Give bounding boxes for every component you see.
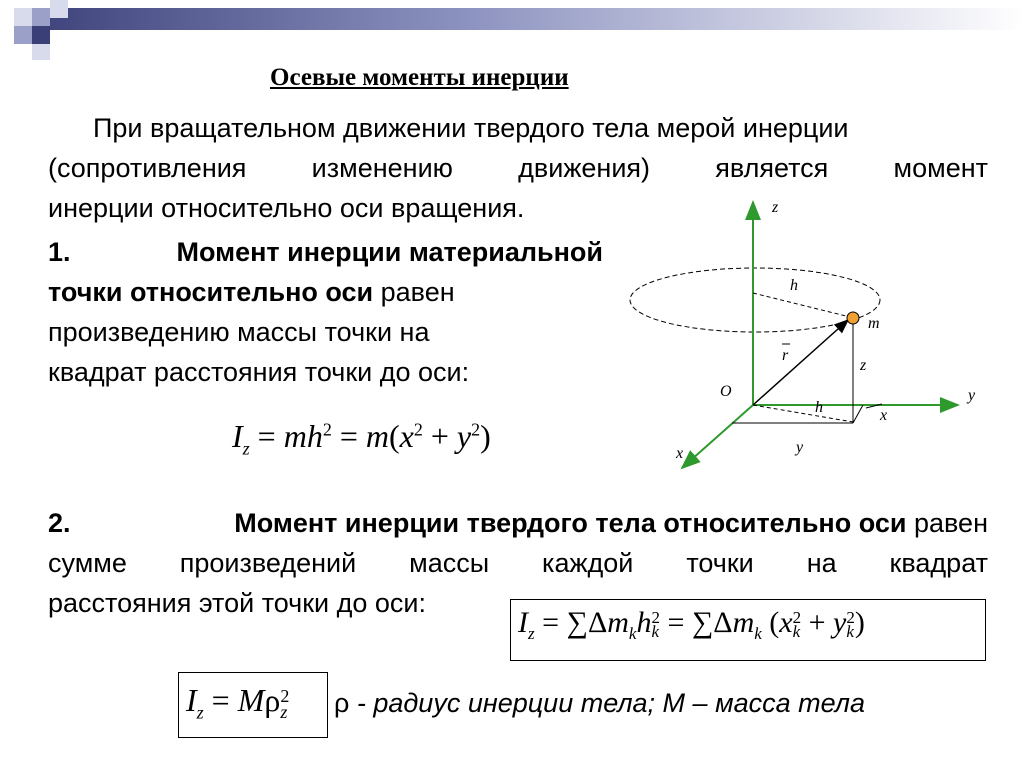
item2-text: расстояния этой точки до оси: — [48, 588, 427, 618]
item1-text: квадрат расстояния точки до оси: — [48, 357, 470, 387]
formula-radius: $I_z = M\rho$ 2 z — [186, 682, 290, 723]
h-top-line — [753, 293, 850, 317]
intro-line: При вращательном движении твердого тела мерой инерции — [93, 113, 849, 143]
x-axis — [682, 405, 753, 468]
r-vector — [753, 320, 848, 405]
h-bottom-label: h — [815, 399, 823, 416]
item1-text: произведению массы точки на — [48, 317, 430, 347]
header-bar — [14, 8, 1024, 30]
y-small-label: y — [796, 439, 804, 456]
intro-line: (сопротивления изменению движения) является момент — [48, 153, 988, 183]
m-label: m — [868, 315, 880, 332]
inertia-diagram — [620, 190, 1000, 470]
z-axis-label: z — [772, 199, 779, 216]
r-label: r — [782, 347, 789, 364]
header-decoration — [0, 0, 1024, 60]
deco-square — [50, 0, 68, 18]
h-top-label: h — [790, 277, 798, 294]
item1-bold: Момент инерции материальной — [176, 237, 603, 267]
origin-label: O — [720, 383, 732, 400]
item1-number: 1. — [48, 237, 71, 267]
item1-paragraph — [48, 232, 603, 392]
item2-text: равен — [906, 508, 988, 538]
formula-point-inertia: $I_z = mh^2 = m(x^2 + y^2)$ — [232, 418, 491, 459]
proj-line — [853, 405, 863, 423]
x-small-label: x — [880, 407, 888, 424]
item1-bold: точки относительно оси — [48, 277, 374, 307]
formula-body-inertia: $I_z = \sum\Delta m_kh$ 2 k = $\sum\Delta m_k$ (x 2 k + y 2 k ) — [518, 606, 865, 643]
deco-square — [32, 8, 50, 26]
deco-square — [32, 44, 50, 60]
rotation-circle — [630, 268, 880, 332]
proj-line — [753, 405, 853, 422]
y-axis-label: y — [968, 387, 976, 404]
item2-bold: Момент инерции твердого тела относительно оси — [234, 508, 907, 538]
page-title: Осевые моменты инерции — [270, 64, 569, 91]
item2-text: сумме произведений массы каждой точки на квадрат — [48, 548, 988, 578]
radius-note: ρ - радиус инерции тела; М – масса тела — [334, 688, 865, 718]
item1-text: равен — [373, 277, 455, 307]
x-axis-label: x — [676, 445, 684, 462]
z-side-label: z — [860, 357, 867, 374]
deco-square — [14, 26, 32, 44]
deco-square — [32, 26, 50, 44]
mass-point — [847, 312, 859, 324]
item2-number: 2. — [48, 508, 71, 538]
deco-square — [14, 8, 32, 26]
intro-line: инерции относительно оси вращения. — [48, 193, 525, 223]
